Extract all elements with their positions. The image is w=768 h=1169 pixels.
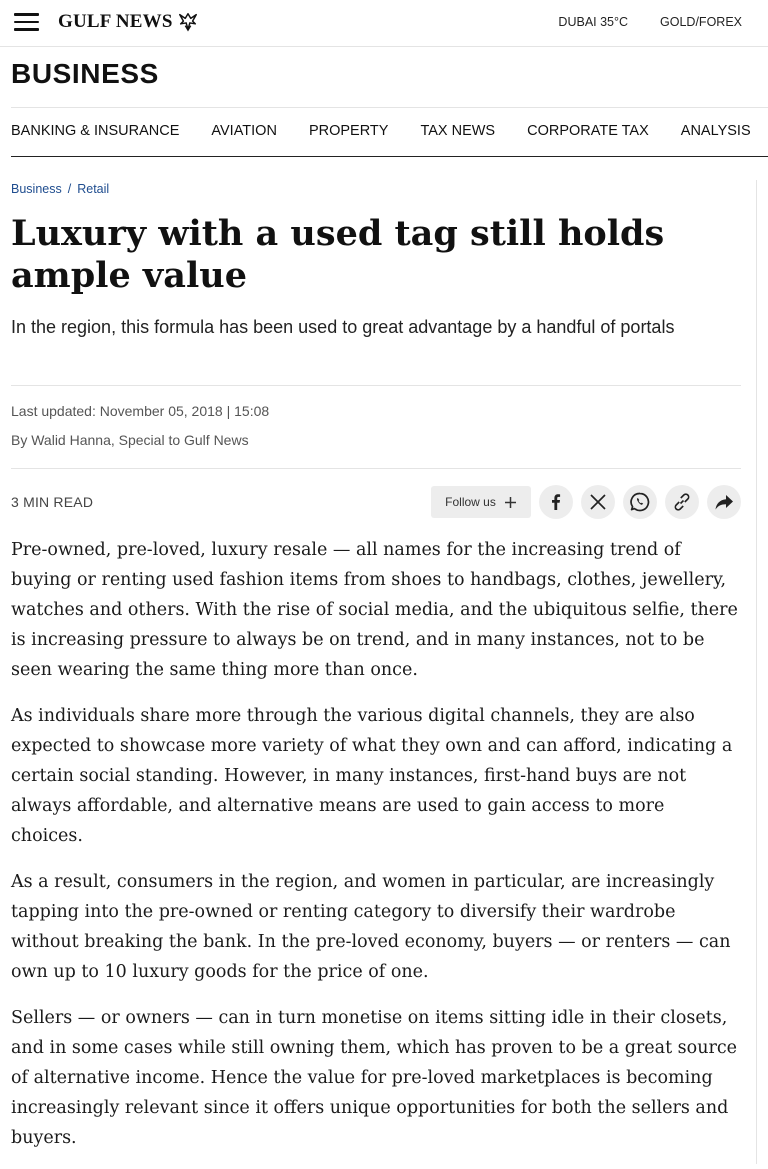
follow-us-button[interactable] (431, 486, 531, 518)
whatsapp-icon (629, 491, 651, 513)
breadcrumb-retail[interactable]: Retail (77, 182, 110, 196)
follow-us-label: Follow us (445, 495, 496, 509)
subnav-underline (11, 156, 768, 157)
weather-link[interactable]: DUBAI 35°C (558, 15, 629, 29)
divider (11, 385, 741, 386)
subnav-item-analysis[interactable]: ANALYSIS (680, 123, 751, 139)
subnav-item-aviation[interactable]: AVIATION (211, 123, 277, 139)
share-facebook-button[interactable] (539, 485, 573, 519)
share-more-button[interactable] (707, 485, 741, 519)
top-links (558, 15, 742, 29)
article-paragraph: As individuals share more through the various digital channels, they are also expected to showcase more variety of what they own and can afford, indicating a certain social standing. However, in many instances, first-hand buys are not always affordable, and alternative means are used to gain access to more choices. (11, 706, 733, 846)
share-whatsapp-button[interactable] (623, 485, 657, 519)
x-icon (589, 493, 607, 511)
divider (11, 468, 741, 469)
top-bar (0, 0, 768, 47)
gold-forex-link[interactable]: GOLD/FOREX (660, 15, 742, 29)
last-updated: Last updated: November 05, 2018 | 15:08 (11, 403, 270, 419)
subnav-item-tax-news[interactable]: TAX NEWS (420, 123, 496, 139)
byline[interactable]: By Walid Hanna, Special to Gulf News (11, 432, 249, 448)
logo-text: GULF NEWS (58, 11, 173, 32)
gulf-news-logo[interactable] (58, 9, 199, 35)
read-time: 3 MIN READ (11, 494, 94, 510)
article-body (11, 535, 741, 1169)
column-divider (756, 180, 757, 1164)
breadcrumb-business[interactable]: Business (11, 182, 62, 196)
subnav-item-banking-insurance[interactable]: BANKING & INSURANCE (11, 123, 180, 139)
share-x-button[interactable] (581, 485, 615, 519)
share-arrow-icon (713, 491, 735, 513)
divider (11, 107, 768, 108)
breadcrumb-separator: / (67, 182, 72, 196)
article-paragraph: Pre-owned, pre-loved, luxury resale — all names for the increasing trend of buying or renting used fashion items from shoes to handbags, clothes, jewellery, watches and others. With the rise of social media, and the ubiquitous selfie, there is increasing pressure to always be on trend, and in many instances, not to be seen wearing the same thing more than once. (11, 540, 738, 680)
plus-icon (504, 496, 517, 509)
article-standfirst: In the region, this formula has been used to great advantage by a handful of portals (11, 317, 675, 337)
subnav-item-corporate-tax[interactable]: CORPORATE TAX (527, 123, 649, 139)
subnav-item-property[interactable]: PROPERTY (308, 123, 389, 139)
menu-icon[interactable] (14, 13, 39, 31)
falcon-emblem-icon (177, 11, 199, 33)
section-subnav (11, 123, 751, 139)
article-headline: Luxury with a used tag still holds ample value (11, 213, 665, 296)
article-paragraph: As a result, consumers in the region, and women in particular, are increasingly tapping into the pre-owned or renting category to diversify their wardrobe without breaking the bank. In the pre-loved economy, buyers — or renters — can own up to 10 luxury goods for the price of one. (11, 872, 731, 982)
section-title[interactable]: BUSINESS (11, 58, 159, 89)
copy-link-button[interactable] (665, 485, 699, 519)
breadcrumb (11, 182, 109, 196)
link-icon (671, 491, 693, 513)
article-paragraph: Sellers — or owners — can in turn monetise on items sitting idle in their closets, and in some cases while still owning them, which has proven to be a great source of alternative income. Hence the value for pre-loved marketplaces is becoming increasingly relevant since it offers unique opportunities for both the sellers and buyers. (11, 1008, 737, 1148)
facebook-icon (546, 492, 566, 512)
